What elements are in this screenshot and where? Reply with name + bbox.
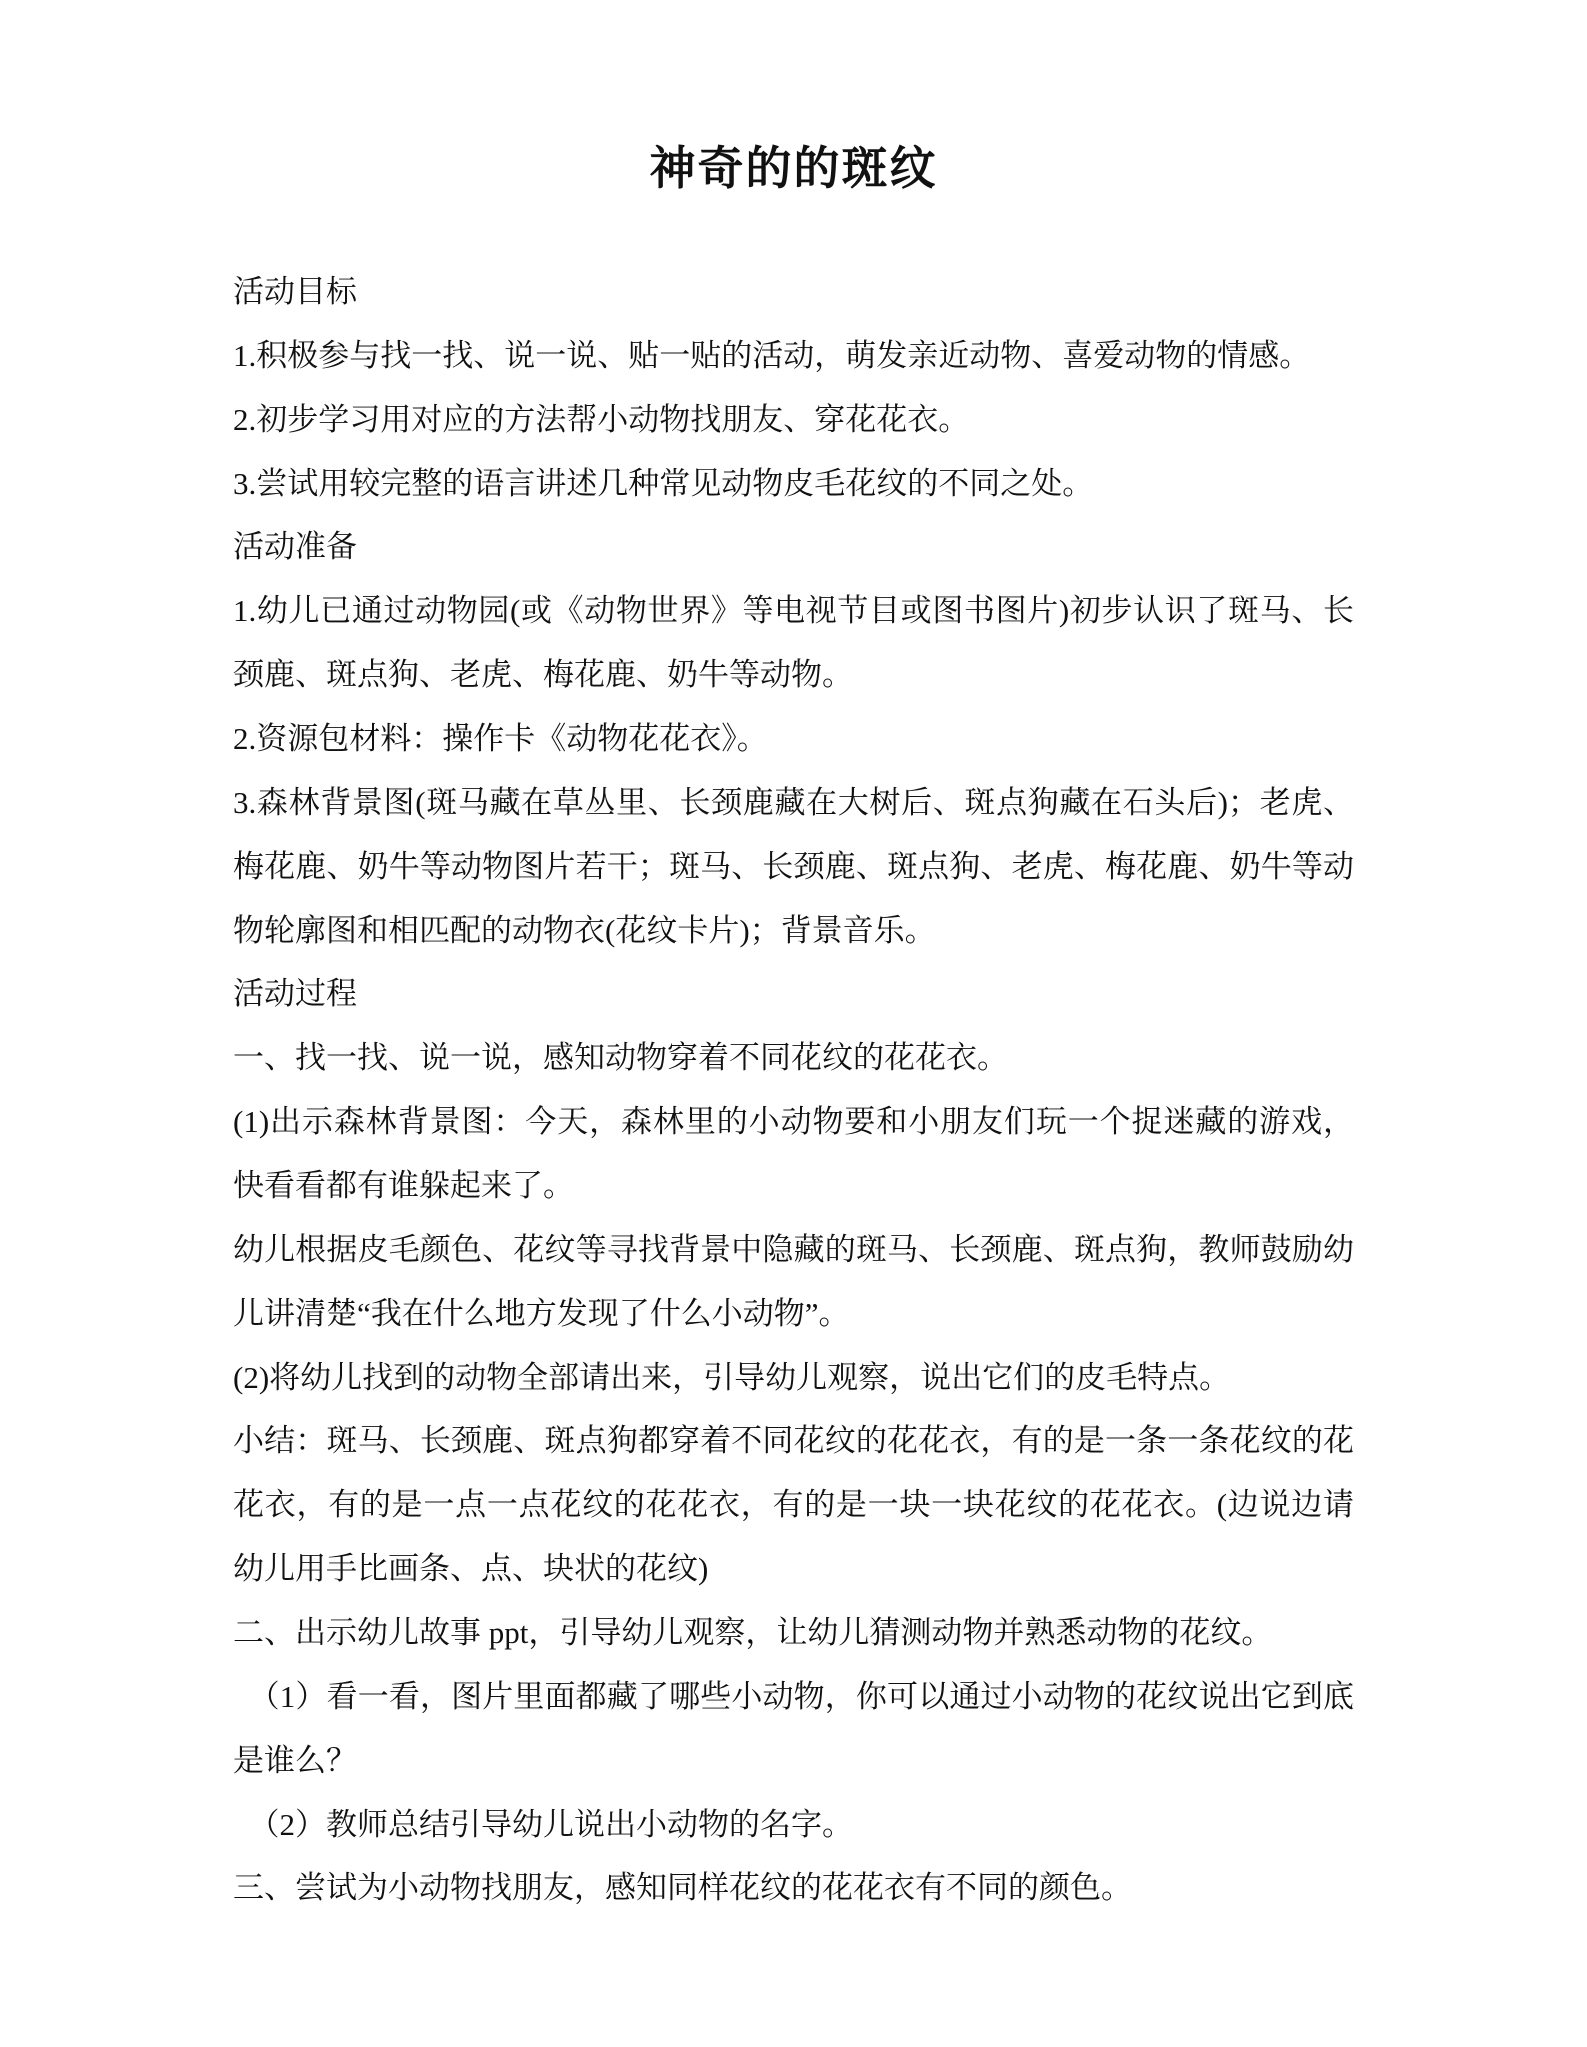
document-body (233, 260, 1354, 1920)
paragraph: 2.资源包材料：操作卡《动物花花衣》。 (233, 721, 768, 757)
paragraph: 活动过程 (233, 976, 357, 1012)
paragraph: 1.幼儿已通过动物园(或《动物世界》等电视节目或图书图片)初步认识了斑马、长颈鹿、斑点狗、老虎、梅花鹿、奶牛等动物。 (233, 593, 1354, 693)
paragraph: 三、尝试为小动物找朋友，感知同样花纹的花花衣有不同的颜色。 (233, 1870, 1132, 1906)
paragraph: 3.尝试用较完整的语言讲述几种常见动物皮毛花纹的不同之处。 (233, 465, 1094, 501)
paragraph: 3.森林背景图(斑马藏在草丛里、长颈鹿藏在大树后、斑点狗藏在石头后)；老虎、梅花鹿、奶牛等动物图片若干；斑马、长颈鹿、斑点狗、老虎、梅花鹿、奶牛等动物轮廓图和相匹配的动物衣(花纹卡片)；背景音乐。 (233, 784, 1354, 948)
paragraph: 活动目标 (233, 274, 357, 309)
paragraph: 一、找一找、说一说，感知动物穿着不同花纹的花花衣。 (233, 1040, 1008, 1076)
paragraph: 幼儿根据皮毛颜色、花纹等寻找背景中隐藏的斑马、长颈鹿、斑点狗，教师鼓励幼儿讲清楚“我在什么地方发现了什么小动物”。 (233, 1231, 1354, 1331)
paragraph: （2）教师总结引导幼儿说出小动物的名字。 (233, 1806, 853, 1842)
paragraph: 小结：斑马、长颈鹿、斑点狗都穿着不同花纹的花花衣，有的是一条一条花纹的花花衣，有的是一点一点花纹的花花衣，有的是一块一块花纹的花花衣。(边说边请幼儿用手比画条、点、块状的花纹) (233, 1423, 1354, 1587)
paragraph: （1）看一看，图片里面都藏了哪些小动物，你可以通过小动物的花纹说出它到底是谁么？ (233, 1678, 1354, 1778)
paragraph: 1.积极参与找一找、说一说、贴一贴的活动，萌发亲近动物、喜爱动物的情感。 (233, 337, 1311, 373)
paragraph: 2.初步学习用对应的方法帮小动物找朋友、穿花花衣。 (233, 401, 970, 437)
paragraph: (1)出示森林背景图：今天，森林里的小动物要和小朋友们玩一个捉迷藏的游戏，快看看都有谁躲起来了。 (233, 1104, 1354, 1204)
paragraph: 活动准备 (233, 529, 357, 565)
paragraph: (2)将幼儿找到的动物全部请出来，引导幼儿观察，说出它们的皮毛特点。 (233, 1359, 1231, 1395)
paragraph: 二、出示幼儿故事 ppt，引导幼儿观察，让幼儿猜测动物并熟悉动物的花纹。 (233, 1615, 1273, 1651)
document-title: 神奇的的斑纹 (649, 143, 938, 194)
